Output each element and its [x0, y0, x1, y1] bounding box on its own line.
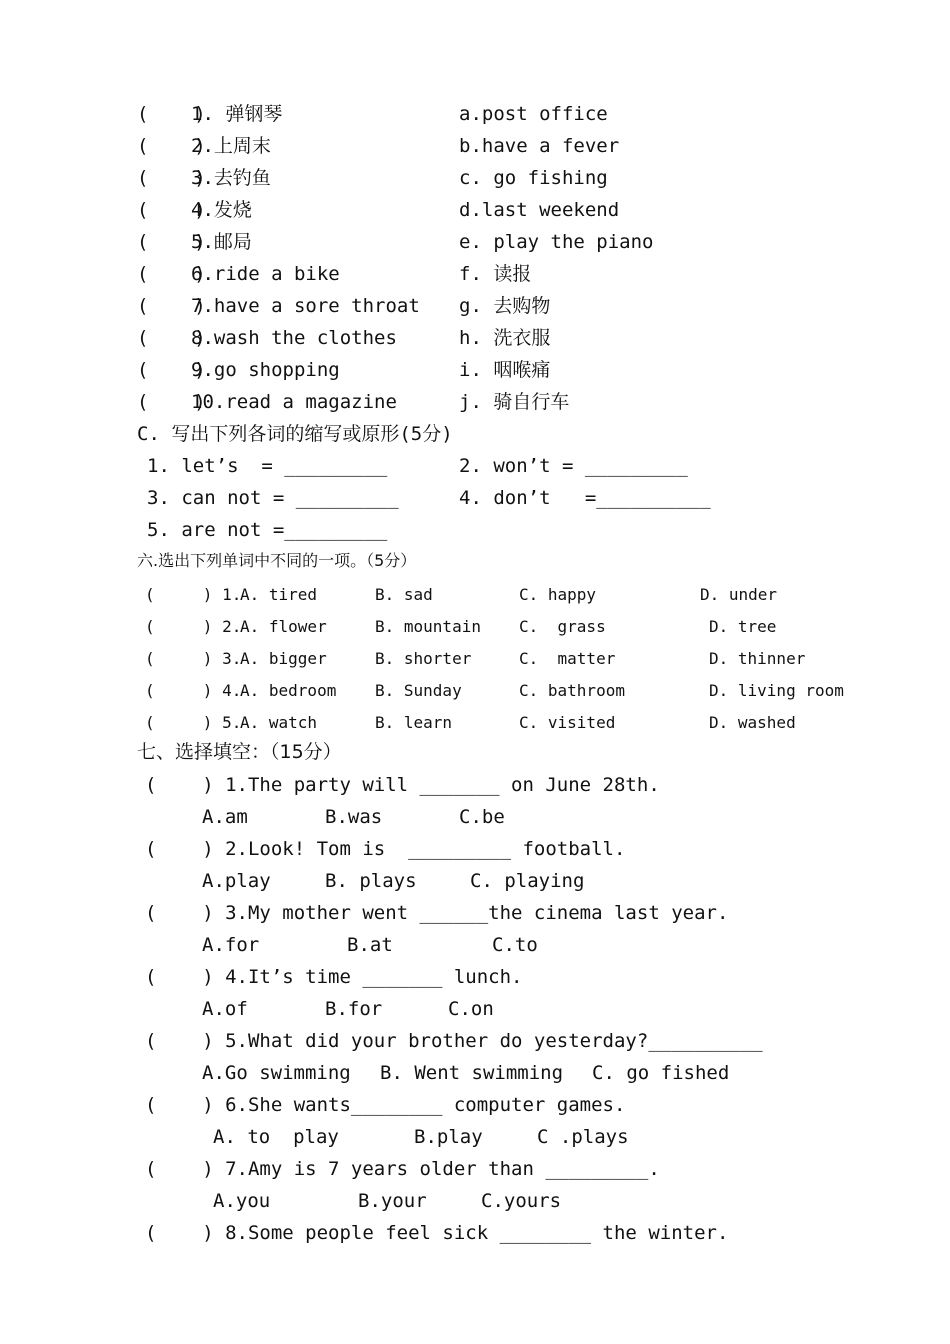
option-a: A.Go swimming	[202, 1062, 351, 1084]
matching-right: c. go fishing	[459, 167, 608, 189]
matching-left: 2.上周末	[191, 135, 271, 157]
option-c: C.yours	[481, 1190, 562, 1212]
question-text[interactable]: ( ) 6.She wants________ computer games.	[145, 1094, 626, 1116]
matching-left: 6.ride a bike	[191, 263, 340, 285]
option-b: B.was	[325, 806, 383, 828]
answer-paren[interactable]: ( )	[137, 359, 206, 381]
option-c: C. bathroom	[519, 681, 625, 700]
abbreviation-item[interactable]: 5. are not =_________	[147, 519, 388, 541]
option-d: D. tree	[709, 617, 777, 636]
option-d: D. under	[700, 585, 778, 604]
abbreviation-item[interactable]: 4. don’t =__________	[459, 487, 711, 509]
option-c: C. visited	[519, 713, 616, 732]
option-a: A.for	[202, 934, 260, 956]
option-c: C.to	[492, 934, 538, 956]
option-a: A. watch	[240, 713, 318, 732]
question-text[interactable]: ( ) 2.Look! Tom is _________ football.	[145, 838, 626, 860]
option-c: C. playing	[470, 870, 585, 892]
option-b: B. learn	[375, 713, 453, 732]
option-c: C. happy	[519, 585, 597, 604]
answer-paren[interactable]: ( )	[137, 199, 206, 221]
option-a: A. bigger	[240, 649, 327, 668]
matching-left: 4.发烧	[191, 199, 252, 221]
matching-right: j. 骑自行车	[459, 391, 570, 413]
option-c: C. grass	[519, 617, 606, 636]
question-number[interactable]: ( ) 2.	[145, 617, 242, 636]
option-a: A. bedroom	[240, 681, 337, 700]
option-a: A.you	[213, 1190, 271, 1212]
matching-right: f. 读报	[459, 263, 532, 285]
answer-paren[interactable]: ( )	[137, 391, 206, 413]
answer-paren[interactable]: ( )	[137, 135, 206, 157]
option-b: B. shorter	[375, 649, 472, 668]
matching-right: h. 洗衣服	[459, 327, 551, 349]
matching-left: 10.read a magazine	[191, 391, 397, 413]
abbreviation-item[interactable]: 1. let’s = _________	[147, 455, 388, 477]
option-c: C. go fished	[592, 1062, 730, 1084]
option-b: B.for	[325, 998, 383, 1020]
matching-right: g. 去购物	[459, 295, 551, 317]
option-d: D. living room	[709, 681, 844, 700]
question-number[interactable]: ( ) 3.	[145, 649, 242, 668]
question-text[interactable]: ( ) 8.Some people feel sick ________ the winter.	[145, 1222, 729, 1244]
section-title: 六.选出下列单词中不同的一项。（5分）	[137, 551, 417, 570]
matching-left: 5.邮局	[191, 231, 252, 253]
abbreviation-item[interactable]: 2. won’t = _________	[459, 455, 688, 477]
section-title: 七、选择填空：（15分）	[137, 741, 342, 763]
question-number[interactable]: ( ) 1.	[145, 585, 242, 604]
option-b: B.your	[358, 1190, 427, 1212]
question-text[interactable]: ( ) 3.My mother went ______the cinema last year.	[145, 902, 729, 924]
matching-right: a.post office	[459, 103, 608, 125]
matching-right: d.last weekend	[459, 199, 620, 221]
option-a: A.of	[202, 998, 248, 1020]
question-text[interactable]: ( ) 7.Amy is 7 years older than _________.	[145, 1158, 660, 1180]
answer-paren[interactable]: ( )	[137, 167, 206, 189]
question-number[interactable]: ( ) 4.	[145, 681, 242, 700]
option-a: A.play	[202, 870, 271, 892]
matching-right: e. play the piano	[459, 231, 654, 253]
option-a: A. flower	[240, 617, 327, 636]
section-title: C. 写出下列各词的缩写或原形(5分)	[137, 423, 453, 445]
matching-right: b.have a fever	[459, 135, 620, 157]
option-b: B. Sunday	[375, 681, 462, 700]
answer-paren[interactable]: ( )	[137, 295, 206, 317]
answer-paren[interactable]: ( )	[137, 327, 206, 349]
question-text[interactable]: ( ) 1.The party will _______ on June 28th.	[145, 774, 660, 796]
matching-right: i. 咽喉痛	[459, 359, 551, 381]
option-a: A.am	[202, 806, 248, 828]
question-number[interactable]: ( ) 5.	[145, 713, 242, 732]
matching-left: 9.go shopping	[191, 359, 340, 381]
matching-left: 1. 弹钢琴	[191, 103, 283, 125]
question-text[interactable]: ( ) 5.What did your brother do yesterday?__________	[145, 1030, 763, 1052]
option-b: B. sad	[375, 585, 433, 604]
option-c: C. matter	[519, 649, 616, 668]
option-b: B. plays	[325, 870, 417, 892]
option-b: B. Went swimming	[380, 1062, 564, 1084]
answer-paren[interactable]: ( )	[137, 263, 206, 285]
option-a: A. tired	[240, 585, 318, 604]
answer-paren[interactable]: ( )	[137, 231, 206, 253]
matching-left: 3.去钓鱼	[191, 167, 271, 189]
option-c: C .plays	[537, 1126, 629, 1148]
option-d: D. thinner	[709, 649, 806, 668]
option-d: D. washed	[709, 713, 796, 732]
matching-left: 7.have a sore throat	[191, 295, 420, 317]
option-b: B.at	[347, 934, 393, 956]
question-text[interactable]: ( ) 4.It’s time _______ lunch.	[145, 966, 523, 988]
abbreviation-item[interactable]: 3. can not = _________	[147, 487, 399, 509]
matching-left: 8.wash the clothes	[191, 327, 397, 349]
option-a: A. to play	[213, 1126, 339, 1148]
option-b: B.play	[414, 1126, 483, 1148]
option-c: C.on	[448, 998, 494, 1020]
option-b: B. mountain	[375, 617, 481, 636]
answer-paren[interactable]: ( )	[137, 103, 206, 125]
option-c: C.be	[459, 806, 505, 828]
